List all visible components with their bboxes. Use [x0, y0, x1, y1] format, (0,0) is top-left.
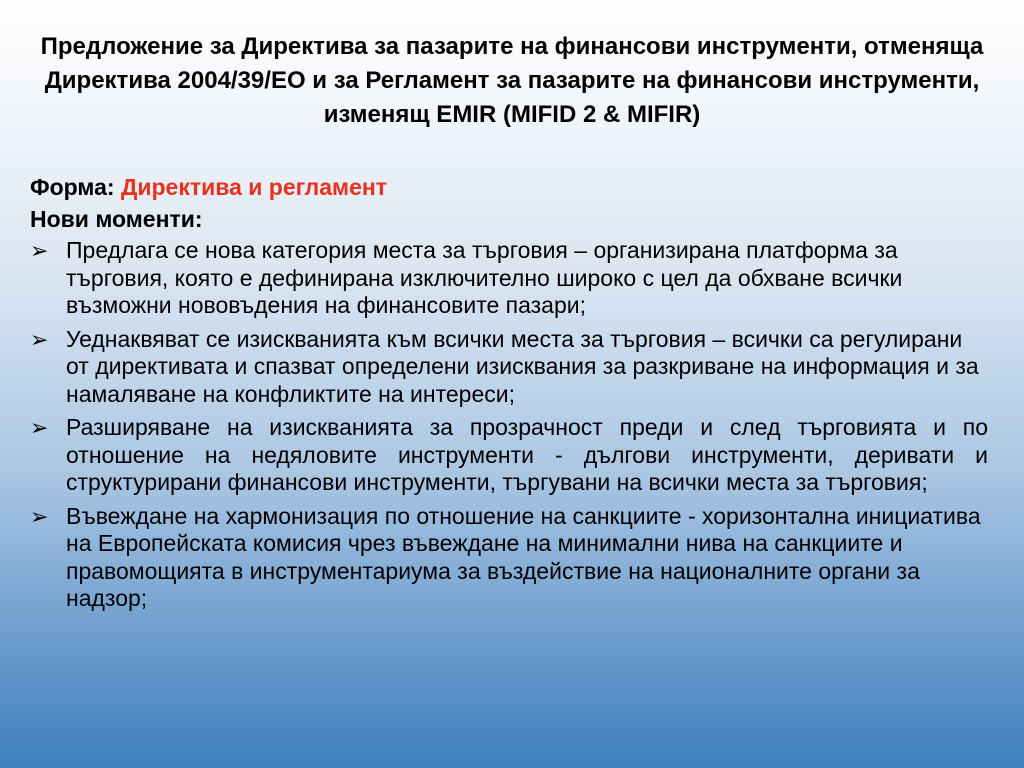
arrow-bullet-icon: ➢	[30, 503, 49, 529]
bullet-text: Уеднаквяват се изискванията към всички места за търговия – всички са регулирани от директивата и спазват определени изисквания за разкриване на информация и за намаляване на конфликтите на интереси;	[66, 325, 979, 407]
arrow-bullet-icon: ➢	[30, 326, 49, 352]
bullet-item	[30, 414, 988, 497]
bullet-item	[30, 326, 988, 409]
bullet-list	[30, 237, 988, 613]
bullet-text: Предлага се нова категория места за търговия – организирана платформа за търговия, която е дефинирана изключително широко с цел да обхване всички възможни нововъдения на финансовите пазари;	[66, 237, 903, 318]
arrow-bullet-icon: ➢	[30, 415, 49, 440]
bullet-text: Разширяване на изискванията за прозрачност преди и след търговията и по отношение на недяловите инструменти - дългови инструменти, деривати и структурирани финансови инструменти, търгувани на всички места за търговия;	[66, 414, 988, 495]
form-label: Форма:	[30, 174, 115, 200]
bullet-text: Въвеждане на хармонизация по отношение на санкциите - хоризонтална инициатива на Европейската комисия чрез въвеждане на минимални нива на санкциите и правомощията в инструментариума за въздействие на националните органи за надзор;	[66, 502, 981, 611]
form-value: Директива и регламент	[120, 174, 388, 200]
arrow-bullet-icon: ➢	[30, 238, 49, 263]
form-line	[30, 174, 988, 202]
new-points-label: Нови моменти:	[30, 205, 203, 232]
bullet-item	[30, 237, 988, 320]
slide-title: Предложение за Директива за пазарите на финансови инструменти, отменяща Директива 2004/39/ЕО и за Регламент за пазарите на финансови инструменти, изменящ EMIR (MIFID 2 & MIFIR)	[40, 33, 984, 128]
bullet-item	[30, 503, 988, 613]
slide-content	[30, 174, 988, 619]
